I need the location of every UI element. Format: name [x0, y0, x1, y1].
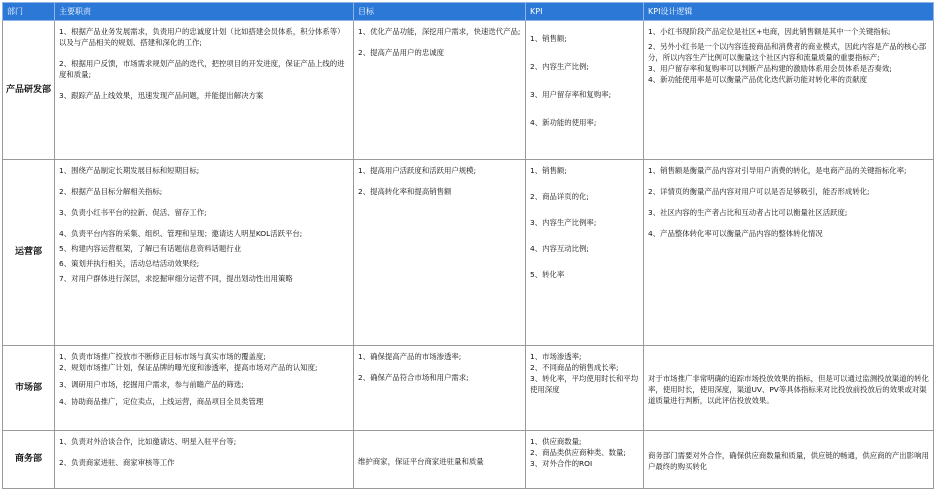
- kpi-item: 3、对外合作的ROI: [530, 459, 593, 468]
- duties-cell: [55, 21, 354, 160]
- kpi-item: 3、内容生产比例率;: [530, 218, 597, 227]
- duties-cell: [55, 431, 354, 489]
- header-dept: 部门: [3, 3, 55, 21]
- kpi-cell: [526, 160, 644, 346]
- logic-item: 3、用户留存率和复购率可以判断产品构建的激励体系用会员体系是否奏效;: [648, 64, 892, 73]
- goal-item: 1、确保提高产品的市场渗透率;: [358, 352, 462, 361]
- duty-item: 4、负责平台内容的采集、组织、管理和呈现；邀请达人明星KOL活跃平台;: [59, 229, 303, 238]
- header-row: [3, 3, 934, 21]
- duty-item: 2、根据产品目标分解相关指标;: [59, 187, 163, 196]
- duty-item: 7、对用户群体进行深层，求挖掘审细分运营不同，提出划动性出用策略: [59, 274, 293, 283]
- header-duties: 主要职责: [55, 3, 354, 21]
- goal-item: 2、提高产品用户的忠诚度: [358, 48, 445, 57]
- duty-item: 6、策划并执行相关，活动总结活动效果经;: [59, 259, 200, 268]
- goals-cell: [354, 346, 526, 431]
- duty-item: 2、规划市场推广计划，保证品牌的曝光度和渗透率，提高市场对产品的认知度;: [59, 363, 318, 372]
- logic-cell: [644, 431, 934, 489]
- table-row: [3, 160, 934, 346]
- duty-item: 2、根据用户反馈，市场需求规划产品的迭代，把控项目的开发进度，保证产品上线的进度和质量;: [59, 59, 345, 79]
- logic-item: 1、销售额是衡量产品内容对引导用户消费的转化，是电商产品的关键指标化率;: [648, 166, 907, 175]
- goals-cell: [354, 431, 526, 489]
- duty-item: 1、负责市场推广投放市不断修正目标市场与真实市场的覆盖度;: [59, 352, 266, 361]
- dept-cell: 运营部: [3, 160, 55, 346]
- logic-item: 商务部门需要对外合作，确保供应商数量和质量，供应链的畅通，供应商的产出影响用户最终的购买转化: [648, 451, 929, 471]
- duty-item: 1、负责对外洽谈合作，比如邀请达、明星入驻平台等;: [59, 437, 237, 446]
- kpi-item: 1、供应商数量;: [530, 437, 582, 446]
- logic-item: 1、小红书现阶段产品定位是社区+电商，因此销售额是其中一个关键指标;: [648, 27, 891, 36]
- logic-item: 4、产品整体转化率可以衡量产品内容的整体转化情况: [648, 229, 823, 238]
- table-row: [3, 21, 934, 160]
- goal-item: 2、提高转化率和提高销售额: [358, 187, 452, 196]
- kpi-item: 2、不同商品的销售成长率;: [530, 363, 619, 372]
- kpi-item: 2、商品类供应商种类、数量;: [530, 448, 626, 457]
- goal-item: 1、优化产品功能，深挖用户需求，快速迭代产品;: [358, 27, 521, 36]
- goals-cell: [354, 21, 526, 160]
- duty-item: 3、跟踪产品上线效果，迅速发现产品问题，并能提出解决方案: [59, 91, 264, 100]
- logic-item: 3、社区内容的生产者占比和互动者占比可以衡量社区活跃度;: [648, 208, 848, 217]
- table-row: [3, 346, 934, 431]
- duty-item: 1、根据产品业务发展需求，负责用户的忠诚度计划（比如搭建会员体系，积分体系等）以及与产品相关的规划、搭建和深化的工作;: [59, 27, 345, 47]
- dept-cell: 产品研发部: [3, 21, 55, 160]
- kpi-item: 3、用户留存率和复购率;: [530, 90, 612, 99]
- kpi-cell: [526, 346, 644, 431]
- logic-item: 2、详情页的衡量产品内容对用户可以是否足够吸引，能否形成转化;: [648, 187, 870, 196]
- logic-cell: [644, 346, 934, 431]
- header-goals: 目标: [354, 3, 526, 21]
- dept-cell: 商务部: [3, 431, 55, 489]
- goal-item: 1、提高用户活跃度和活跃用户规模;: [358, 166, 477, 175]
- kpi-cell: [526, 431, 644, 489]
- table-row: [3, 431, 934, 489]
- logic-cell: [644, 21, 934, 160]
- logic-item: 4、新功能使用率是可以衡量产品优化迭代新功能对转化率的贡献度: [648, 75, 868, 84]
- goal-item: 2、确保产品符合市场和用户需求;: [358, 373, 469, 382]
- duty-item: 3、负责小红书平台的拉新、促活、留存工作;: [59, 208, 207, 217]
- kpi-item: 2、内容生产比例;: [530, 62, 589, 71]
- kpi-item: 1、销售额;: [530, 166, 567, 175]
- logic-item: 2、另外小红书是一个以内容连接商品和消费者的商业模式，因此内容是产品的核心部分，所以内容生产比例可以衡量这个社区内容和流量质量的重要指标产;: [648, 42, 927, 62]
- dept-cell: 市场部: [3, 346, 55, 431]
- logic-cell: [644, 160, 934, 346]
- header-kpi: KPI: [526, 3, 644, 21]
- kpi-cell: [526, 21, 644, 160]
- kpi-item: 1、市场渗透率;: [530, 352, 582, 361]
- kpi-item: 1、销售额;: [530, 34, 567, 43]
- header-logic: KPI设计逻辑: [644, 3, 934, 21]
- goal-item: 维护商家，保证平台商家进驻量和质量: [358, 456, 484, 466]
- logic-item: 对于市场推广非常明确的追踪市场投放效果的指标，但是可以通过监测投放渠道的转化率，使用时长，使用深度，渠道UV、PV等具体指标来对比投放前投放后的效果或对渠道质量进行判断，以此评估投放效果。: [648, 374, 929, 405]
- duty-item: 5、构建内容运营框架，了解已有话题信息资料话题行业: [59, 244, 242, 253]
- kpi-table: [2, 2, 934, 489]
- duty-item: 2、负责商家进驻、商家审核等工作: [59, 458, 175, 467]
- duties-cell: [55, 160, 354, 346]
- duties-cell: [55, 346, 354, 431]
- kpi-item: 4、内容互动比例;: [530, 244, 589, 253]
- kpi-item: 2、商品详页的化;: [530, 192, 589, 201]
- kpi-item: 3、转化率，平均使用时长和平均使用深度: [530, 374, 639, 394]
- goals-cell: [354, 160, 526, 346]
- kpi-item: 4、新功能的使用率;: [530, 118, 597, 127]
- duty-item: 1、围绕产品制定长期发展目标和短期目标;: [59, 166, 200, 175]
- kpi-item: 5、转化率: [530, 270, 565, 279]
- duty-item: 4、协助商品推广，定位卖点，上线运营，商品项目全员类管理: [59, 397, 264, 406]
- duty-item: 3、调研用户市场，挖掘用户需求，参与前瞻产品的筛选;: [59, 380, 244, 389]
